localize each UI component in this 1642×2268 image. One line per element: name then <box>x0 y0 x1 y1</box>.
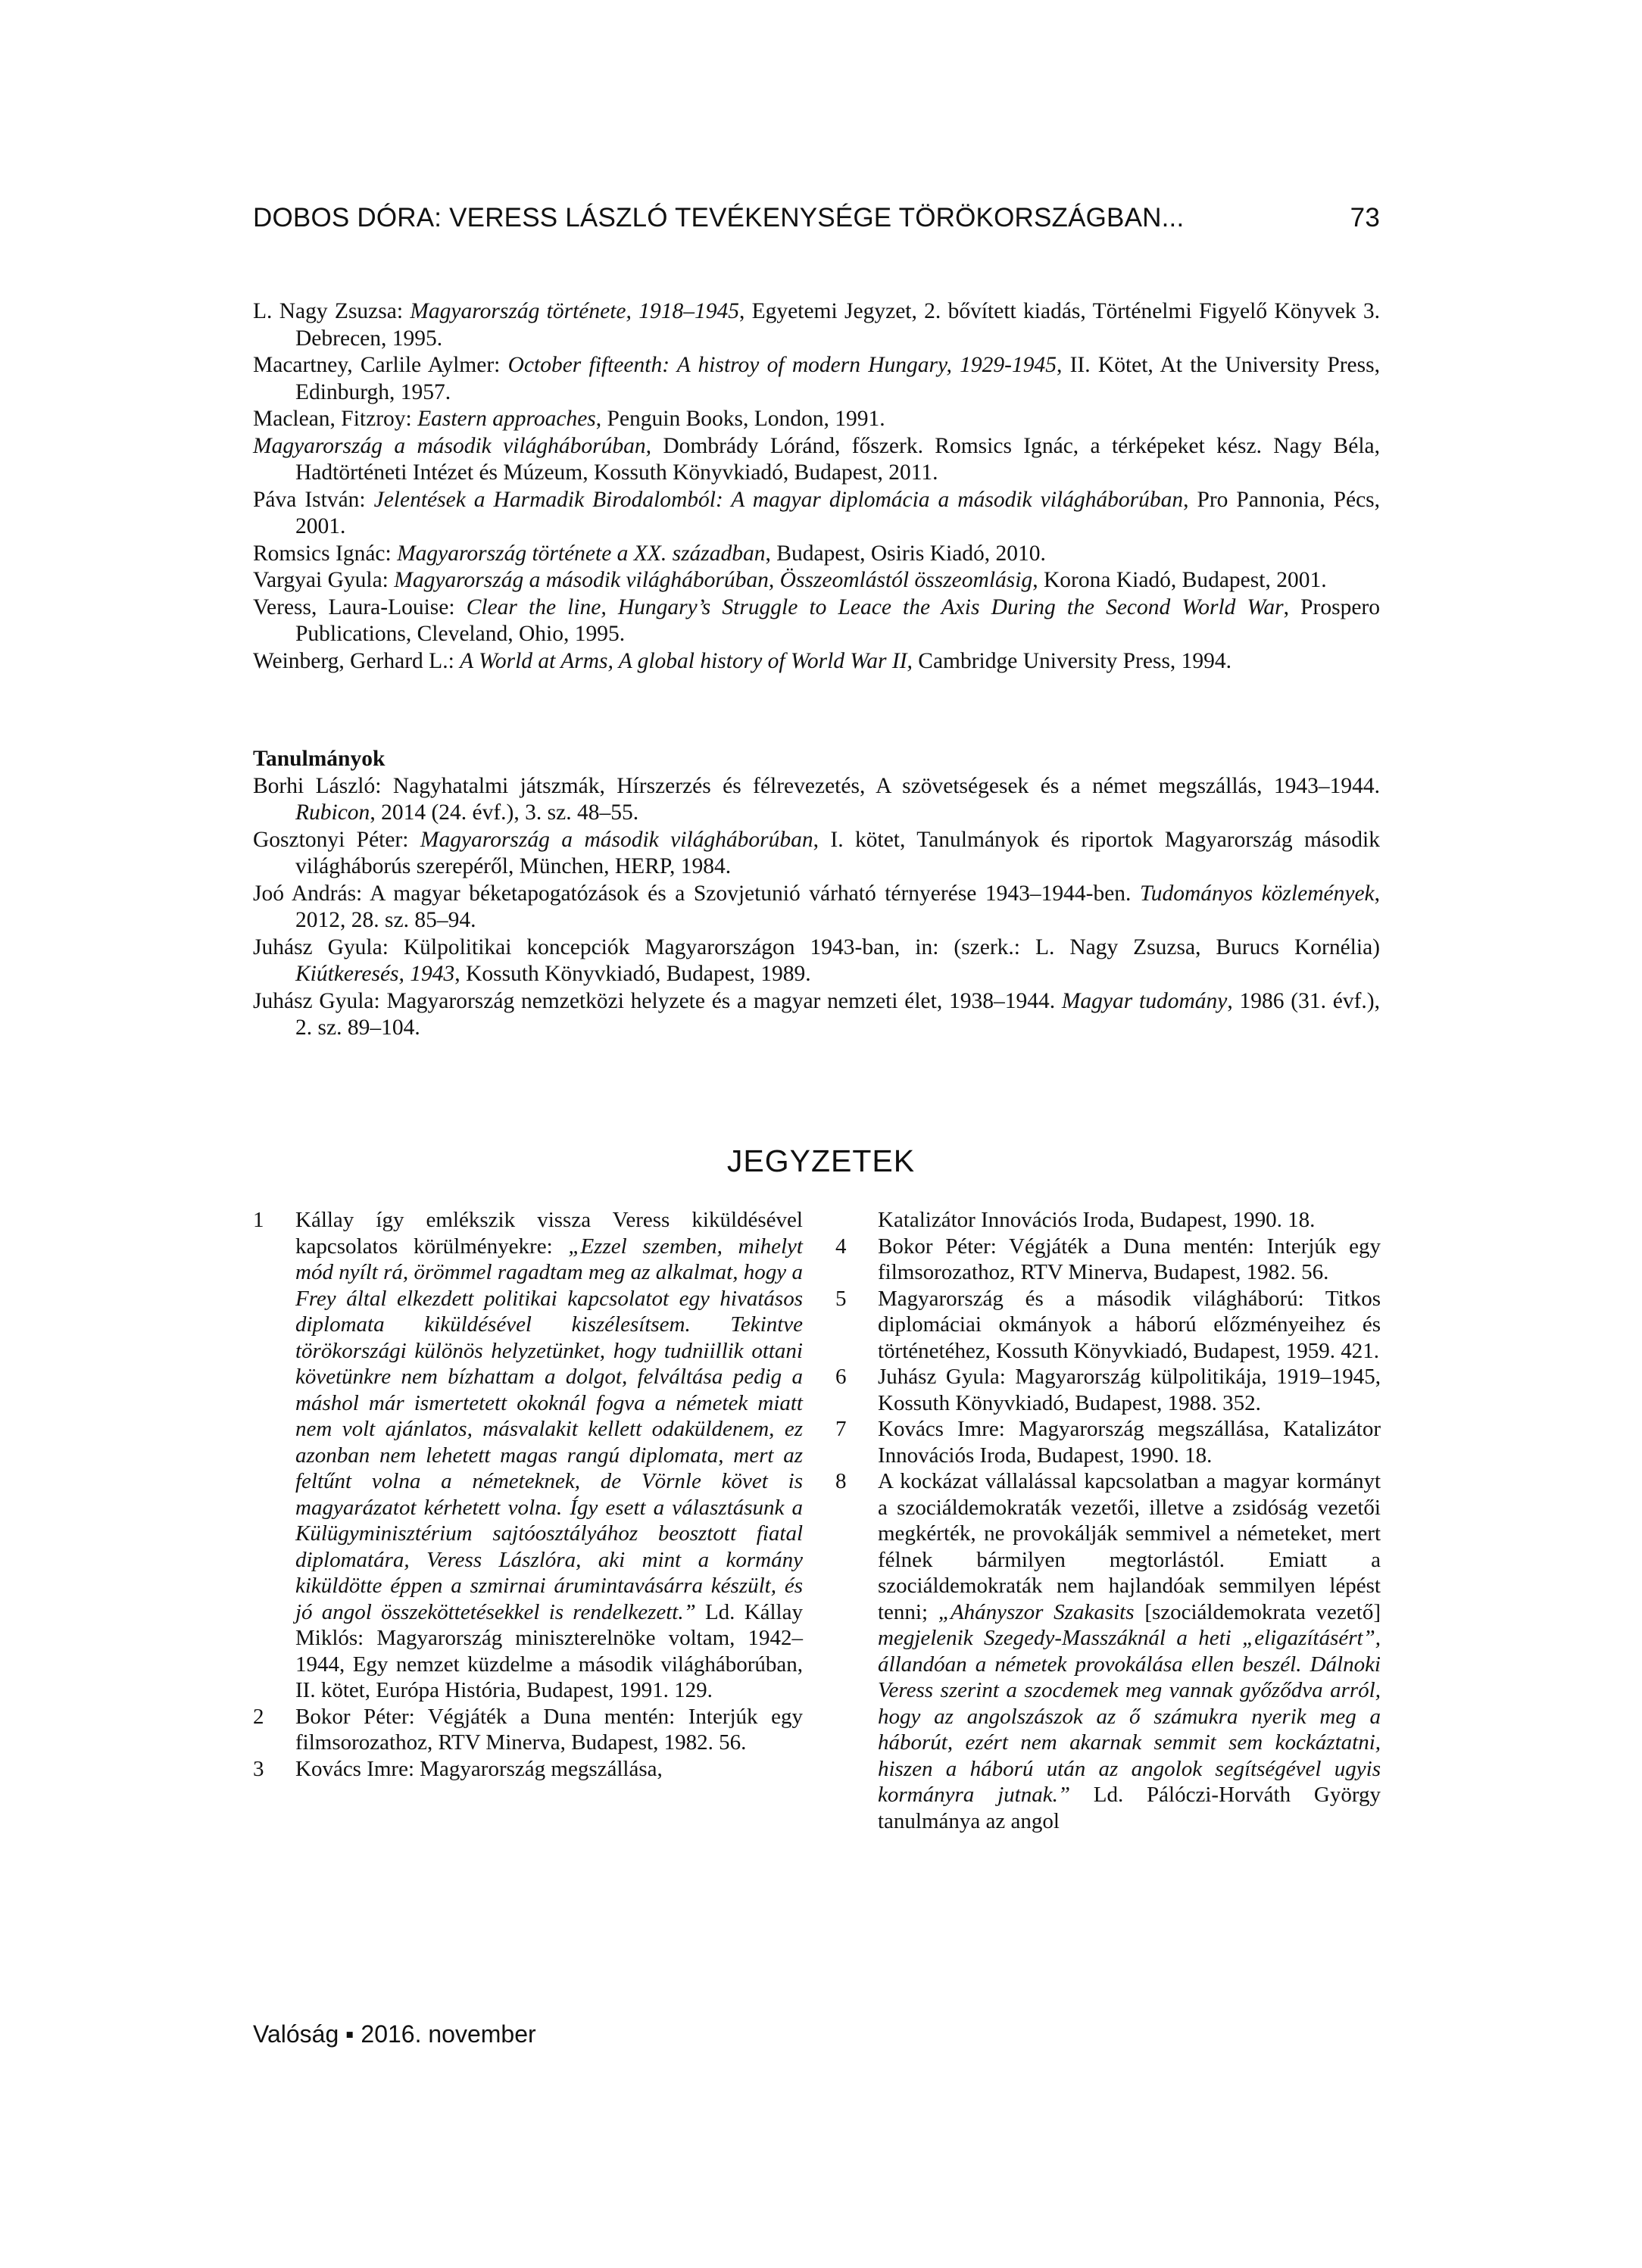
note-number: 5 <box>835 1286 847 1311</box>
running-title: DOBOS DÓRA: VERESS LÁSZLÓ TEVÉKENYSÉGE TÖRÖKORSZÁGBAN... <box>253 203 1185 232</box>
note-number: 6 <box>835 1365 847 1389</box>
study-entry: Gosztonyi Péter: Magyarország a második világháborúban, I. kötet, Tanulmányok és riportok Magyarország második világháborús szerepéről, München, HERP, 1984. <box>253 827 1380 878</box>
page-footer: Valóság ▪ 2016. november <box>253 2020 536 2048</box>
note-5: 5 Magyarország és a második világháború: Titkos diplomáciai okmányok a háború előzményeihez és történetéhez, Kossuth Könyvkiadó, Budapest, 1959. 421. <box>835 1286 1381 1363</box>
note-number: 1 <box>253 1208 264 1232</box>
note-number: 3 <box>253 1756 264 1781</box>
book-entry: Maclean, Fitzroy: Eastern approaches, Penguin Books, London, 1991. <box>253 407 885 431</box>
note-3-continuation: Katalizátor Innovációs Iroda, Budapest, 1990. 18. <box>878 1208 1316 1232</box>
study-entry: Joó András: A magyar béketapogatózások és a Szovjetunió várható térnyerése 1943–1944-ben. Tudományos közlemények, 2012, 28. sz. 85–94. <box>253 881 1381 932</box>
book-entry: Macartney, Carlile Aylmer: October fifteenth: A histroy of modern Hungary, 1929-1945, II. Kötet, At the University Press, Edinburgh, 1957. <box>253 353 1380 404</box>
book-entry: Magyarország a második világháborúban, Dombrády Lóránd, főszerk. Romsics Ignác, a térképeket kész. Nagy Béla, Hadtörténeti Intézet és Múzeum, Kossuth Könyvkiadó, Budapest, 2011. <box>253 433 1380 485</box>
running-header <box>253 203 1380 233</box>
studies-heading: Tanulmányok <box>253 747 386 771</box>
note-number: 4 <box>835 1234 847 1259</box>
note-3: 3 Kovács Imre: Magyarország megszállása, <box>253 1756 663 1781</box>
study-entry: Borhi László: Nagyhatalmi játszmák, Hírszerzés és félrevezetés, A szövetségesek és a német megszállás, 1943–1944. Rubicon, 2014 (24. évf.), 3. sz. 48–55. <box>253 773 1380 825</box>
book-entry: Romsics Ignác: Magyarország története a XX. században, Budapest, Osiris Kiadó, 2010. <box>253 541 1046 566</box>
note-number: 2 <box>253 1704 264 1729</box>
note-8: 8 A kockázat vállalással kapcsolatban a magyar kormányt a szociáldemokraták vezetői, illetve a zsidóság vezetői megkérték, ne provokálják semmivel a németeket, mert félnek bármilyen megtorlástól. Emiatt a szociáldemokraták nem hajlandóak semmilyen lépést tenni; „Ahányszor Szakasits [szociáldemokrata vezető] megjelenik Szegedy-Masszáknál a heti „eligazításért”, állandóan a németek provokálása ellen beszél. Dálnoki Veress szerint a szocdemek meg vannak győződva arról, hogy az angolszászok az ő számukra nyerik meg a háborút, ezért nem akarnak semmit sem kockáztatni, hiszen a háború után az angolok segítségével ugyis kormányra jutnak.” Ld. Pálóczi-Horváth György tanulmánya az angol <box>835 1469 1381 1833</box>
note-4: 4 Bokor Péter: Végjáték a Duna mentén: Interjúk egy filmsorozathoz, RTV Minerva, Budapest, 1982. 56. <box>835 1234 1381 1284</box>
study-entry: Juhász Gyula: Magyarország nemzetközi helyzete és a magyar nemzeti élet, 1938–1944. Magyar tudomány, 1986 (31. évf.), 2. sz. 89–104. <box>253 988 1380 1040</box>
book-entry: Vargyai Gyula: Magyarország a második világháborúban, Összeomlástól összeomlásig, Korona Kiadó, Budapest, 2001. <box>253 568 1327 592</box>
notes-heading: JEGYZETEK <box>726 1143 916 1178</box>
note-7: 7 Kovács Imre: Magyarország megszállása, Katalizátor Innovációs Iroda, Budapest, 1990. 18. <box>835 1417 1381 1468</box>
note-2: 2 Bokor Péter: Végjáték a Duna mentén: Interjúk egy filmsorozathoz, RTV Minerva, Budapest, 1982. 56. <box>253 1704 803 1755</box>
books-list <box>253 298 1380 675</box>
study-entry: Juhász Gyula: Külpolitikai koncepciók Magyarországon 1943-ban, in: (szerk.: L. Nagy Zsuzsa, Burucs Kornélia) Kiútkeresés, 1943, Kossuth Könyvkiadó, Budapest, 1989. <box>253 934 1380 986</box>
notes-column-left <box>253 1207 803 1782</box>
page-number: 73 <box>1350 203 1380 232</box>
notes-column-right <box>835 1207 1381 1834</box>
note-number: 7 <box>835 1417 847 1441</box>
studies-list <box>253 746 1380 1042</box>
book-entry: L. Nagy Zsuzsa: Magyarország története, 1918–1945, Egyetemi Jegyzet, 2. bővített kiadás, Történelmi Figyelő Könyvek 3. Debrecen, 1995. <box>253 299 1381 351</box>
note-number: 8 <box>835 1469 847 1493</box>
note-1: 1 Kállay így emlékszik vissza Veress kiküldésével kapcsolatos körülményekre: „Ezzel szemben, mihelyt mód nyílt rá, örömmel ragadtam meg az alkalmat, hogy a Frey által elkezdett politikai kapcsolatot egy hivatásos diplomata kiküldésével kiszélesítsem. Tekintve törökországi különös helyzetünket, hogy tudniillik ottani követünkre nem bízhattam a dolgot, felváltása pedig a máshol már ismertetett okoknál fogva a németek miatt nem volt ajánlatos, másvalakit kellett odaküldenem, ez azonban nem lehetett magas rangú diplomata, mert az feltűnt volna a németeknek, de Vörnle követ is magyarázatot kérhetett volna. Így esett a választásunk a Külügyminisztérium sajtóosztályához beosztott fiatal diplomatára, Veress Lászlóra, aki mint a kormány kiküldötte éppen a szmirnai árumintavásárra készült, és jó angol összeköttetésekkel is rendelkezett.” Ld. Kállay Miklós: Magyarország miniszterelnöke voltam, 1942–1944, Egy nemzet küzdelme a második világháborúban, II. kötet, Európa História, Budapest, 1991. 129. <box>253 1208 803 1702</box>
book-entry: Weinberg, Gerhard L.: A World at Arms, A global history of World War II, Cambridge University Press, 1994. <box>253 648 1232 673</box>
book-entry: Veress, Laura-Louise: Clear the line, Hungary’s Struggle to Leace the Axis During the Second World War, Prospero Publications, Cleveland, Ohio, 1995. <box>253 594 1380 646</box>
book-entry: Páva István: Jelentések a Harmadik Birodalomból: A magyar diplomácia a második világháborúban, Pro Pannonia, Pécs, 2001. <box>253 487 1381 538</box>
note-6: 6 Juhász Gyula: Magyarország külpolitikája, 1919–1945, Kossuth Könyvkiadó, Budapest, 1988. 352. <box>835 1365 1381 1415</box>
